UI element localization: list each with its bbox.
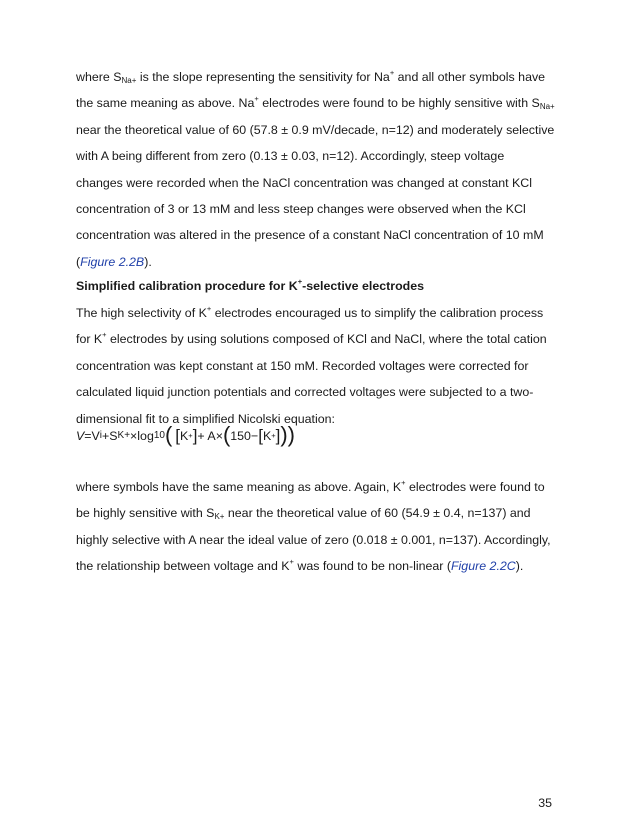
text-line: near the theoretical value of 60 (57.8 ± 0.9 mV/decade, n=12) and moderately selective bbox=[76, 122, 555, 137]
text-line: the relationship between voltage and K+ was found to be non-linear (Figure 2.2C). bbox=[76, 557, 524, 574]
text-line: for K+ electrodes by using solutions composed of KCl and NaCl, where the total cation bbox=[76, 330, 547, 347]
text-line: with A being different from zero (0.13 ± 0.03, n=12). Accordingly, steep voltage bbox=[76, 149, 505, 164]
text-line: The high selectivity of K+ electrodes encouraged us to simplify the calibration process bbox=[76, 304, 544, 320]
paragraph-calibration bbox=[76, 300, 566, 432]
figure-2-2c-link[interactable]: Figure 2.2C bbox=[450, 559, 516, 574]
text-line: concentration was kept constant at 150 mM. Recorded voltages were corrected for bbox=[76, 358, 529, 373]
text-line: where $S_{Na+}$ is the slope representing the sensitivity for Na+ and all other symbols have bbox=[76, 68, 546, 85]
figure-2-2b-link[interactable]: Figure 2.2B bbox=[80, 254, 145, 269]
section-heading: Simplified calibration procedure for K+-selective electrodes bbox=[76, 277, 425, 293]
text-line: concentration of 3 or 13 mM and less steep changes were observed when the KCl bbox=[76, 202, 526, 217]
text-line: highly selective with A near the ideal value of zero (0.018 ± 0.001, n=137). Accordingly, bbox=[76, 532, 551, 547]
text-line: calculated liquid junction potentials and corrected voltages were subjected to a two- bbox=[76, 385, 534, 400]
text-line: (Figure 2.2B). bbox=[76, 254, 152, 269]
page-number: 35 bbox=[538, 796, 552, 810]
text-line: the same meaning as above. Na+ electrodes were found to be highly sensitive with $S_{Na+}$ bbox=[76, 94, 555, 112]
paragraph-sodium-selectivity bbox=[76, 64, 566, 275]
text-line: concentration was altered in the presence of a constant NaCl concentration of 10 mM bbox=[76, 228, 544, 243]
nicolski-equation: V = V i + S K+ × log 10 ( [ K + ] + A × ( 150 − [ K + ] ) ) bbox=[76, 422, 295, 447]
text-line: be highly sensitive with $S_{K+}$ near the theoretical value of 60 (54.9 ± 0.4, n=137) and bbox=[76, 506, 531, 522]
text-line: dimensional fit to a simplified Nicolski equation: bbox=[76, 411, 335, 426]
text-line: where symbols have the same meaning as above. Again, K+ electrodes were found to bbox=[76, 478, 545, 494]
text-line: changes were recorded when the NaCl concentration was changed at constant KCl bbox=[76, 175, 532, 190]
paragraph-potassium-results bbox=[76, 474, 566, 580]
